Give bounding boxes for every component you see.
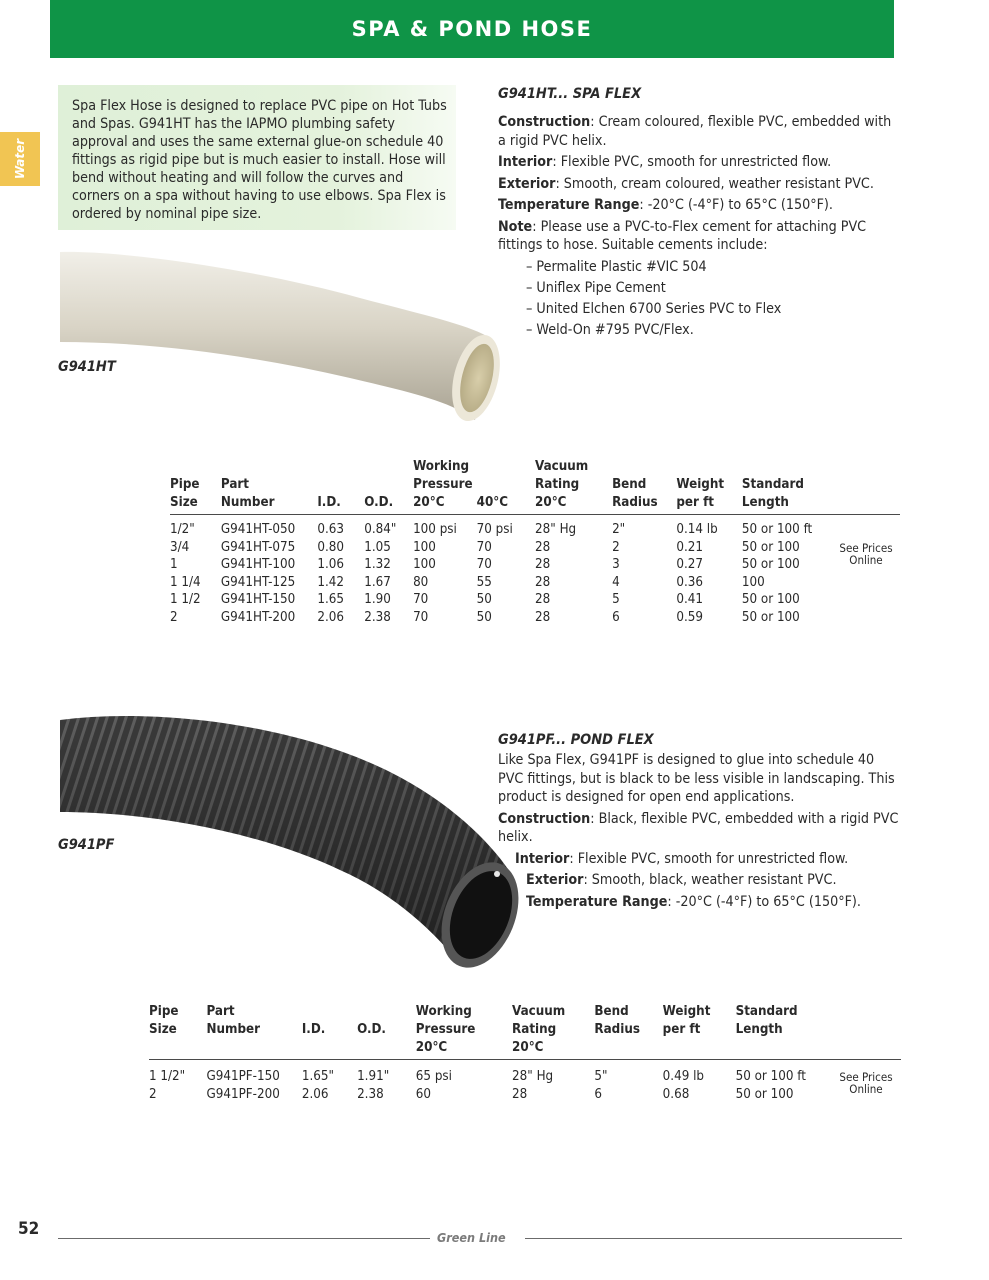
col-vacuum: Vacuum Rating 20°C (535, 459, 589, 510)
list-item: – Uniflex Pipe Cement (526, 279, 666, 296)
col-pipe-size: Pipe Size (149, 1004, 179, 1037)
col-od: O.D. (357, 1022, 386, 1037)
construction-label: Construction (498, 810, 591, 827)
page-number: 52 (18, 1219, 40, 1239)
col-length: Standard Length (735, 1004, 798, 1037)
footer-rule-left (58, 1238, 430, 1239)
spa-flex-table (170, 440, 900, 626)
col-pressure-40: 40°C (476, 495, 509, 510)
footer-rule-right (525, 1238, 902, 1239)
spa-flex-caption: G941HT (58, 359, 116, 375)
spa-flex-heading: G941HT... SPA FLEX (498, 86, 642, 102)
table-row: 1 1/2 G941HT-150 1.65 1.90 70 50 28 5 0.41 50 or 100 (170, 592, 800, 607)
see-prices-note: See Prices Online (839, 541, 893, 567)
interior-text: : Flexible PVC, smooth for unrestricted flow. (552, 154, 832, 170)
temperature-text: : -20°C (-4°F) to 65°C (150°F). (667, 893, 861, 910)
col-part-number: Part Number (220, 477, 275, 510)
col-id: I.D. (317, 495, 341, 510)
temperature-label: Temperature Range (498, 197, 640, 213)
table-row: 1 G941HT-100 1.06 1.32 100 70 28 3 0.27 50 or 100 (170, 557, 800, 572)
table-row: 2 G941PF-200 2.06 2.38 60 28 6 0.68 50 or 100 (149, 1086, 794, 1102)
spa-flex-hose-image (60, 250, 510, 430)
construction-text: : Cream coloured, flexible PVC, embedded with a rigid PVC helix. (498, 114, 892, 149)
col-bend-radius: Bend Radius (594, 1004, 640, 1037)
see-prices-note: See Prices Online (839, 1070, 893, 1096)
col-price (835, 1003, 901, 1060)
col-weight: Weight per ft (662, 1004, 711, 1037)
page-title-banner (50, 0, 894, 58)
exterior-label: Exterior (526, 872, 584, 888)
list-item: – Weld-On #795 PVC/Flex. (526, 321, 694, 338)
page-title: SPA & POND HOSE (351, 17, 593, 41)
pond-flex-intro: Like Spa Flex, G941PF is designed to glue into schedule 40 PVC fittings, but is black to be less visible in landscaping. This product is designed for open end applications. (498, 752, 895, 805)
table-row: 1 1/4 G941HT-125 1.42 1.67 80 55 28 4 0.36 100 (170, 574, 765, 590)
col-price (836, 440, 900, 515)
temperature-text: : -20°C (-4°F) to 65°C (150°F). (639, 197, 833, 213)
interior-label: Interior (515, 850, 570, 867)
pond-flex-heading: G941PF... POND FLEX (498, 732, 654, 748)
col-pressure: Working Pressure 20°C (415, 1004, 476, 1055)
spa-flex-specs (498, 113, 898, 342)
intro-text: Spa Flex Hose is designed to replace PVC pipe on Hot Tubs and Spas. G941HT has the IAPMO plumbing safety approval and uses the same external glue-on schedule 40 fittings as rigid pipe but is much easier to install. Hose will bend without heating and will follow the curves and corners on a spa without having to use elbows. Spa Flex is ordered by nominal pipe size. (72, 98, 447, 222)
brand-name: Green Line (437, 1230, 506, 1245)
construction-label: Construction (498, 114, 591, 130)
cement-list (498, 258, 898, 340)
exterior-text: : Smooth, cream coloured, weather resistant PVC. (555, 175, 874, 192)
intro-box (58, 85, 456, 230)
col-id: I.D. (301, 1022, 326, 1037)
interior-text: : Flexible PVC, smooth for unrestricted flow. (569, 850, 849, 867)
note-text: : Please use a PVC-to-Flex cement for attaching PVC fittings to hose. Suitable cements include: (498, 218, 867, 253)
col-bend-radius: Bend Radius (612, 477, 658, 510)
col-pipe-size: Pipe Size (170, 477, 200, 510)
list-item: – Permalite Plastic #VIC 504 (526, 258, 707, 275)
exterior-text: : Smooth, black, weather resistant PVC. (583, 872, 837, 888)
col-vacuum: Vacuum Rating 20°C (512, 1004, 566, 1055)
note-label: Note (498, 218, 533, 235)
col-length: Standard Length (741, 477, 804, 510)
table-row: 1/2" G941HT-050 0.63 0.84" 100 psi 70 psi 28" Hg 2" 0.14 lb 50 or 100 ft See Prices Online (170, 521, 900, 539)
temperature-label: Temperature Range (526, 893, 668, 910)
col-od: O.D. (364, 495, 394, 510)
section-tab-label: Water (13, 138, 27, 180)
pond-flex-caption: G941PF (58, 837, 115, 853)
table-header-row (170, 440, 900, 515)
pond-flex-table (149, 1003, 901, 1103)
table-header-row (149, 1003, 901, 1060)
construction-text: : Black, flexible PVC, embedded with a rigid PVC helix. (498, 810, 899, 845)
col-part-number: Part Number (206, 1004, 261, 1037)
pond-flex-hose-image (60, 712, 520, 982)
pond-flex-specs (498, 751, 902, 914)
col-weight: Weight per ft (676, 477, 725, 510)
list-item: – United Elchen 6700 Series PVC to Flex (526, 300, 782, 317)
interior-label: Interior (498, 154, 553, 170)
table-row: 1 1/2" G941PF-150 1.65" 1.91" 65 psi 28" Hg 5" 0.49 lb 50 or 100 ft See Prices Online (149, 1068, 901, 1086)
table-row: 2 G941HT-200 2.06 2.38 70 50 28 6 0.59 50 or 100 (170, 609, 800, 625)
section-tab (0, 132, 40, 186)
table-row: 3/4 G941HT-075 0.80 1.05 100 70 28 2 0.21 50 or 100 (170, 539, 800, 555)
exterior-label: Exterior (498, 175, 556, 192)
col-pressure-20: Working Pressure 20°C (413, 459, 473, 510)
